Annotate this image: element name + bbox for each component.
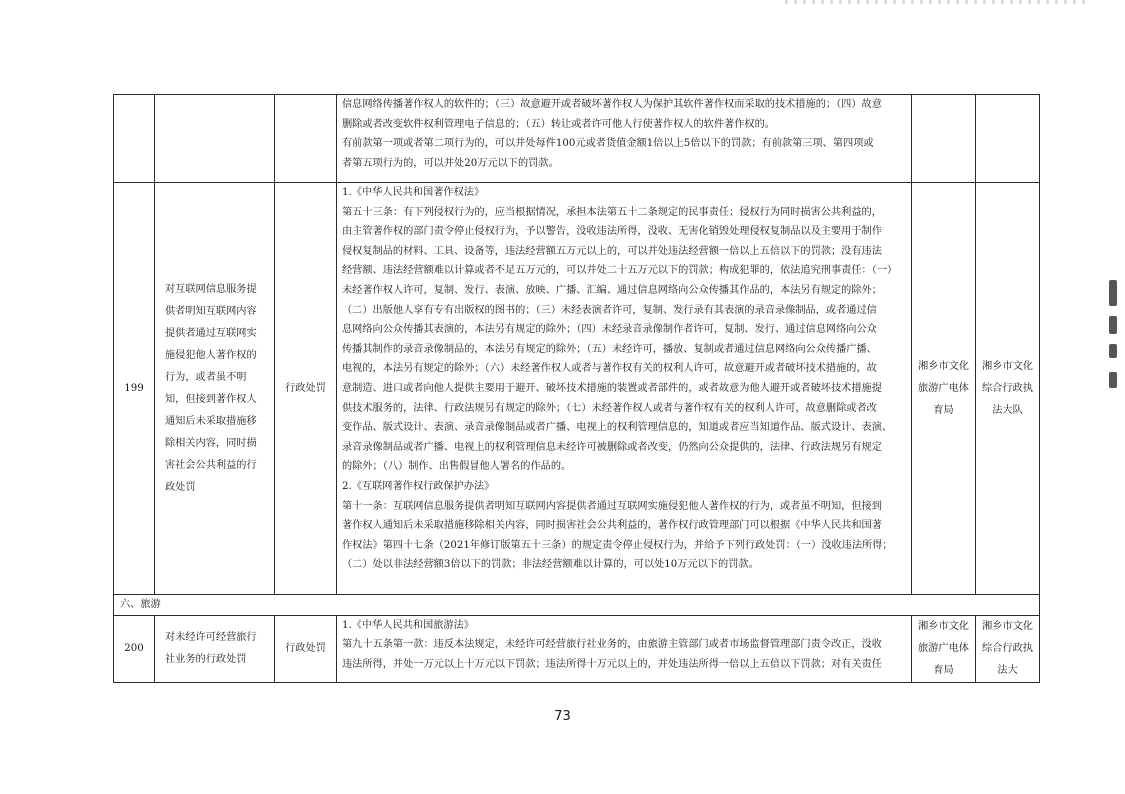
legal-text-line: 传播其制作的录音录像制品的，本法另有规定的除外；（五）未经许可，播放、复制或者通过信息网络向公众传播广播、 xyxy=(342,343,877,355)
item-name: 对未经许可经营旅行社业务的行政处罚 xyxy=(155,615,275,682)
legal-text-line: 第十一条：互联网信息服务提供者明知互联网内容提供者通过互联网实施侵犯他人著作权的行为，或者虽不明知，但接到 xyxy=(342,500,882,512)
authority: 湘乡市文化旅游广电体育局 xyxy=(912,183,976,595)
scan-noise xyxy=(785,0,1085,4)
legal-text-line: 变作品、版式设计、表演、录音录像制品或者广播、电视上的权利管理信息的，知道或者应当知道作品、版式设计、表演、 xyxy=(342,422,893,434)
item-type: 行政处罚 xyxy=(275,615,337,682)
legal-basis-cell xyxy=(337,615,912,682)
table-row xyxy=(114,615,1040,682)
item-type-cell xyxy=(275,95,337,183)
legal-text-line: （二）处以非法经营额3倍以下的罚款；非法经营额难以计算的，可以处10万元以下的罚款。 xyxy=(342,559,759,571)
legal-text-line: 著作权人通知后未采取措施移除相关内容，同时损害社会公共利益的，著作权行政管理部门可以根据《中华人民共和国著 xyxy=(342,520,882,532)
legal-text-line: 的除外；（八）制作、出售假冒他人署名的作品的。 xyxy=(342,461,572,473)
legal-text-line: 意制造、进口或者向他人提供主要用于避开、破坏技术措施的装置或者部件的，或者故意为他人避开或者破坏技术措施提 xyxy=(342,382,882,394)
legal-text-line: 1.《中华人民共和国旅游法》 xyxy=(342,619,474,631)
legal-text-line: 有前款第一项或者第二项行为的，可以并处每件100元或者货值金额1倍以上5倍以下的罚款；有前款第三项、第四项或 xyxy=(342,138,874,150)
legal-text-line: 违法所得，并处一万元以上十万元以下罚款；违法所得十万元以上的，并处违法所得一倍以上五倍以下罚款；对有关责任 xyxy=(342,658,882,670)
section-label: 六、旅游 xyxy=(114,595,1040,616)
legal-text-line: （二）出版他人享有专有出版权的图书的；（三）未经表演者许可，复制、发行录有其表演的录音录像制品，或者通过信 xyxy=(342,304,877,316)
authority: 湘乡市文化旅游广电体育局 xyxy=(912,615,976,682)
legal-text-line: 供技术服务的，法律、行政法规另有规定的除外；（七）未经著作权人或者与著作权有关的权利人许可，故意删除或者改 xyxy=(342,402,877,414)
legal-text-line: 录音录像制品或者广播、电视上的权利管理信息未经许可被删除或者改变，仍然向公众提供的，法律、行政法规另有规定 xyxy=(342,441,882,453)
legal-text-line: 作权法》第四十七条（2021年修订版第五十三条）的规定责令停止侵权行为，并给予下列行政处罚：（一）没收违法所得； xyxy=(342,539,893,551)
legal-text-line: 电视的，本法另有规定的除外；（六）未经著作权人或者与著作权有关的权利人许可，故意避开或者破坏技术措施的，故 xyxy=(342,363,877,375)
table-row xyxy=(114,95,1040,183)
scan-edge-mark xyxy=(1109,344,1117,358)
executor: 湘乡市文化综合行政执法大队 xyxy=(976,183,1040,595)
table-row xyxy=(114,183,1040,595)
legal-text-line: 第五十三条：有下列侵权行为的，应当根据情况，承担本法第五十二条规定的民事责任；侵权行为同时损害公共利益的， xyxy=(342,206,882,218)
legal-basis-cell xyxy=(337,95,912,183)
legal-text-line: 2.《互联网著作权行政保护办法》 xyxy=(342,480,495,492)
legal-text-line: 息网络向公众传播其表演的，本法另有规定的除外；（四）未经录音录像制作者许可，复制、发行、通过信息网络向公众 xyxy=(342,324,877,336)
legal-text-line: 由主管著作权的部门责令停止侵权行为，予以警告，没收违法所得，没收、无害化销毁处理侵权复制品以及主要用于制作 xyxy=(342,226,882,238)
legal-text-line: 未经著作权人许可，复制、发行、表演、放映、广播、汇编、通过信息网络向公众传播其作品的，本法另有规定的除外； xyxy=(342,284,882,296)
scan-edge-mark xyxy=(1109,280,1117,306)
item-name: 对互联网信息服务提供者明知互联网内容提供者通过互联网实施侵犯他人著作权的行为，或者虽不明知，但接到著作权人通知后未采取措施移除相关内容，同时损害社会公共利益的行政处罚 xyxy=(155,183,275,595)
row-number-cell xyxy=(114,95,155,183)
legal-text-line: 信息网络传播著作权人的软件的；（三）故意避开或者破坏著作权人为保护其软件著作权而采取的技术措施的；（四）故意 xyxy=(342,99,882,110)
item-type: 行政处罚 xyxy=(275,183,337,595)
enforcement-table xyxy=(113,94,1040,683)
scan-edge-mark xyxy=(1109,316,1117,334)
legal-basis-cell xyxy=(337,183,912,595)
scan-edge-mark xyxy=(1109,372,1117,388)
legal-text-line: 经营额、违法经营额难以计算或者不足五万元的，可以并处二十五万元以下的罚款；构成犯罪的，依法追究刑事责任：（一） xyxy=(342,265,898,277)
legal-text-line: 侵权复制品的材料、工具、设备等，违法经营额五万元以上的，可以并处违法经营额一倍以上五倍以下的罚款；没有违法 xyxy=(342,245,882,257)
legal-text-line: 第九十五条第一款：违反本法规定，未经许可经营旅行社业务的，由旅游主管部门或者市场监督管理部门责令改正，没收 xyxy=(342,639,882,651)
row-number: 200 xyxy=(114,615,155,682)
item-name-cell xyxy=(155,95,275,183)
legal-text-line: 者第五项行为的，可以并处20万元以下的罚款。 xyxy=(342,157,559,169)
row-number: 199 xyxy=(114,183,155,595)
executor-cell xyxy=(976,95,1040,183)
authority-cell xyxy=(912,95,976,183)
executor: 湘乡市文化综合行政执法大 xyxy=(976,615,1040,682)
legal-text-line: 1.《中华人民共和国著作权法》 xyxy=(342,187,485,198)
page-number: 73 xyxy=(554,709,571,724)
section-row xyxy=(114,595,1040,616)
legal-text-line: 删除或者改变软件权利管理电子信息的；（五）转让或者许可他人行使著作权人的软件著作权的。 xyxy=(342,118,775,130)
